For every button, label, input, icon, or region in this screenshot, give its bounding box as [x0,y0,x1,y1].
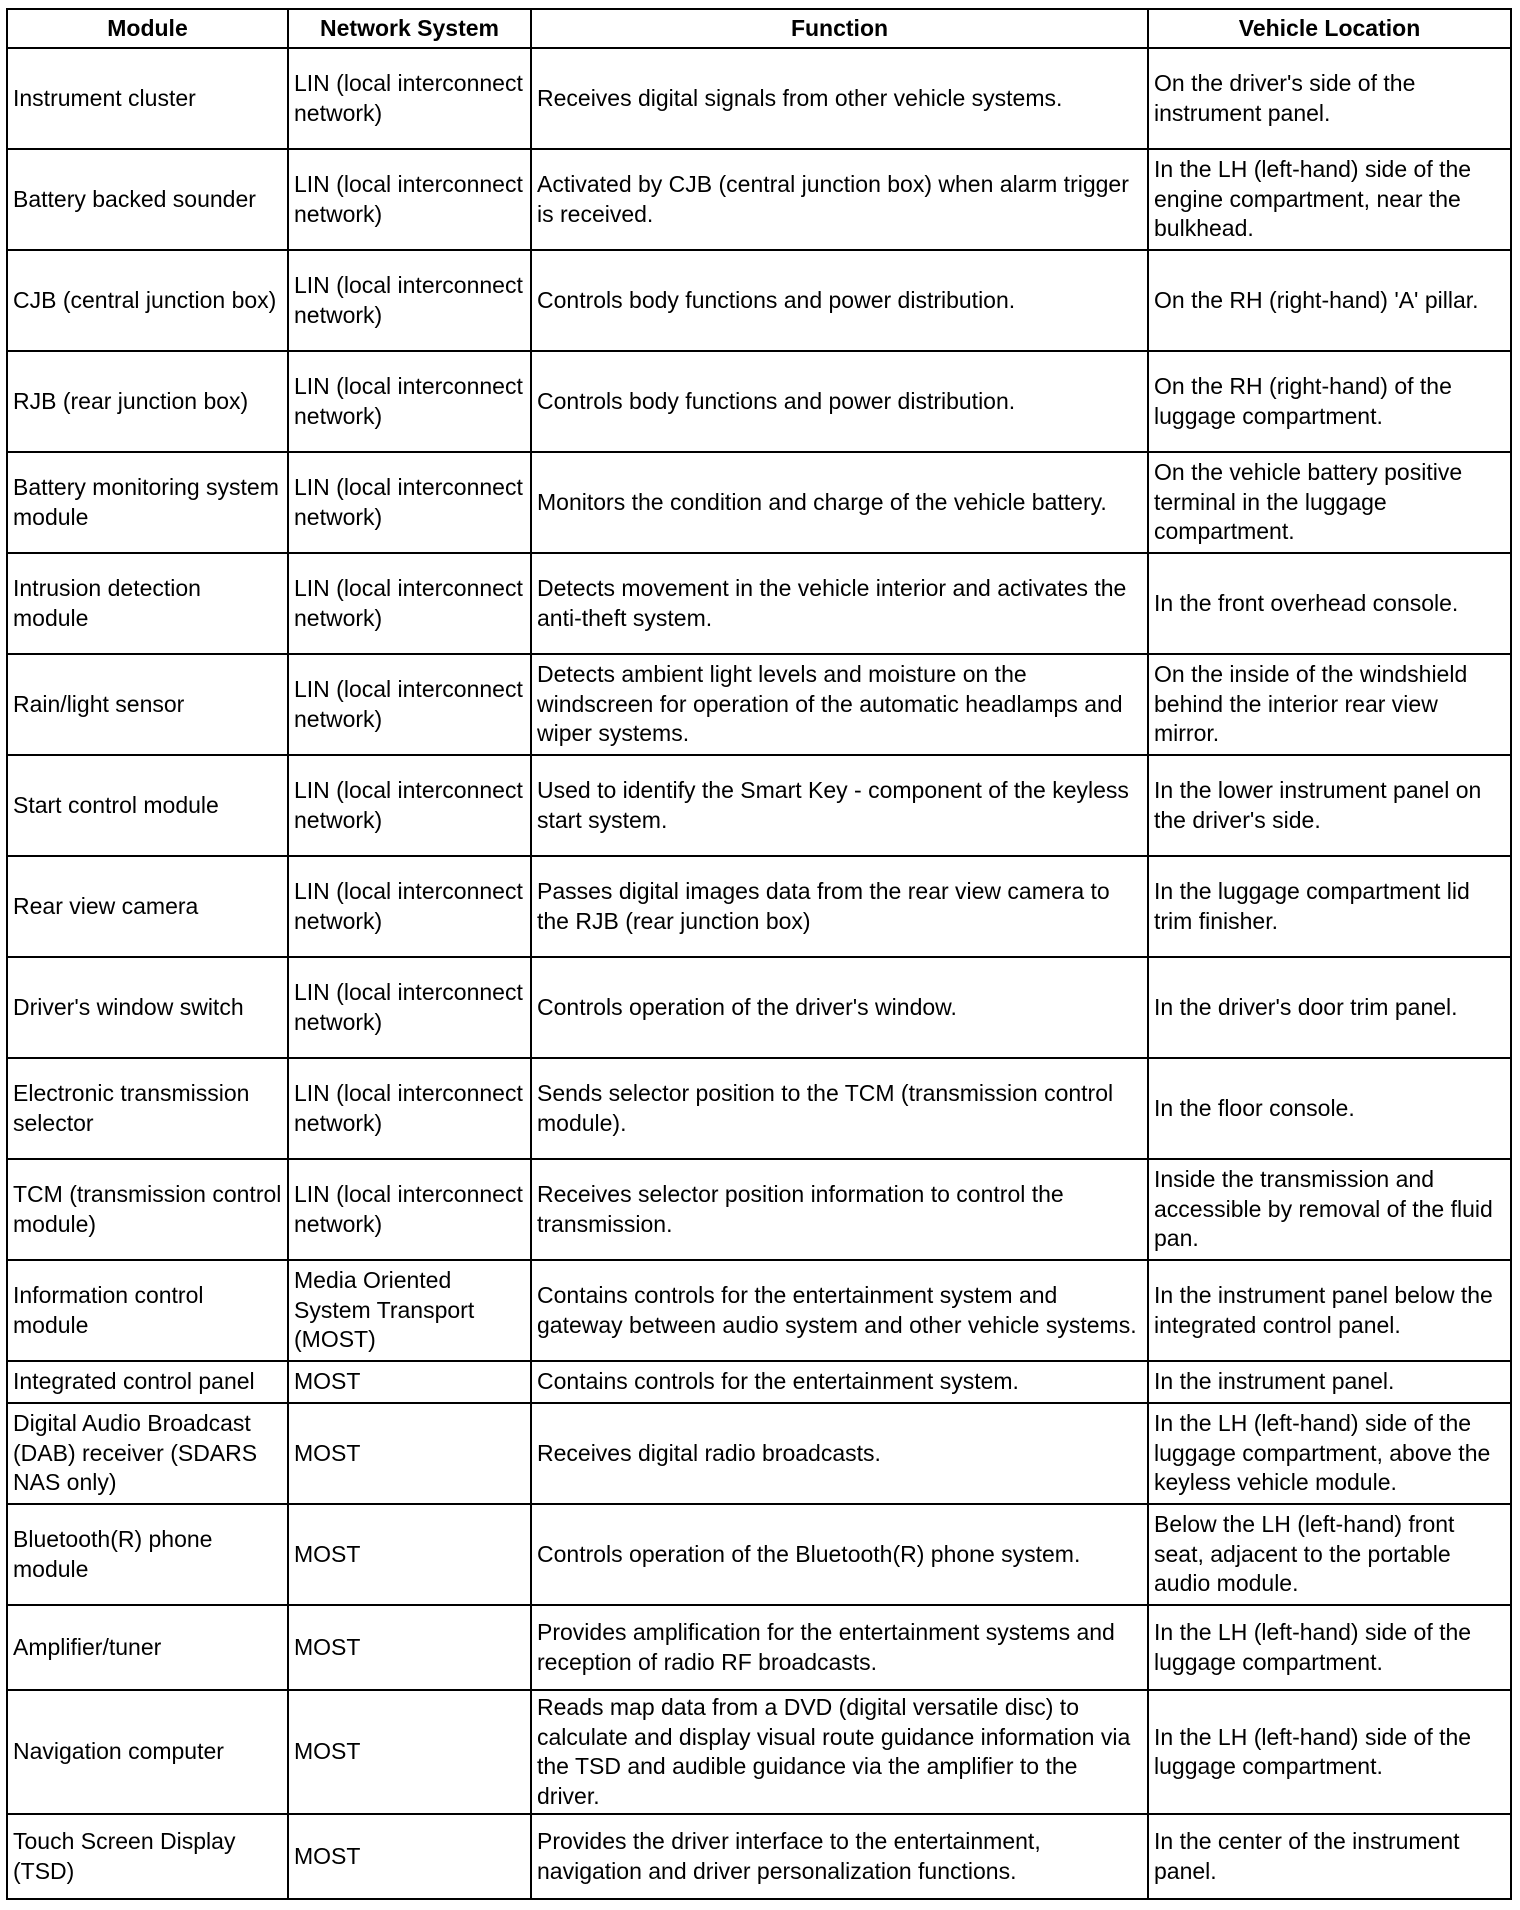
module-table [6,8,1512,1900]
cell-function: Provides amplification for the entertainment systems and reception of radio RF broadcasts. [531,1605,1148,1690]
cell-vehicle-location: In the luggage compartment lid trim finisher. [1148,856,1511,957]
cell-function: Receives selector position information to control the transmission. [531,1159,1148,1260]
table-row [7,1403,1511,1504]
cell-network-system: LIN (local interconnect network) [288,351,531,452]
cell-module: Amplifier/tuner [7,1605,288,1690]
cell-vehicle-location: In the LH (left-hand) side of the luggage compartment, above the keyless vehicle module. [1148,1403,1511,1504]
cell-module: TCM (transmission control module) [7,1159,288,1260]
cell-vehicle-location: Inside the transmission and accessible by removal of the fluid pan. [1148,1159,1511,1260]
cell-module: Rear view camera [7,856,288,957]
cell-function: Sends selector position to the TCM (transmission control module). [531,1058,1148,1159]
cell-network-system: LIN (local interconnect network) [288,957,531,1058]
cell-vehicle-location: In the LH (left-hand) side of the luggage compartment. [1148,1605,1511,1690]
cell-module: Start control module [7,755,288,856]
cell-module: Electronic transmission selector [7,1058,288,1159]
cell-module: Bluetooth(R) phone module [7,1504,288,1605]
cell-function: Controls body functions and power distribution. [531,250,1148,351]
cell-function: Detects movement in the vehicle interior and activates the anti-theft system. [531,553,1148,654]
cell-module: Battery backed sounder [7,149,288,250]
cell-vehicle-location: In the center of the instrument panel. [1148,1814,1511,1899]
cell-vehicle-location: In the lower instrument panel on the driver's side. [1148,755,1511,856]
table-row [7,1361,1511,1403]
cell-network-system: LIN (local interconnect network) [288,1058,531,1159]
header-module: Module [7,9,288,48]
cell-module: CJB (central junction box) [7,250,288,351]
header-function: Function [531,9,1148,48]
table-row [7,1260,1511,1361]
cell-network-system: LIN (local interconnect network) [288,452,531,553]
cell-module: Information control module [7,1260,288,1361]
cell-network-system: MOST [288,1814,531,1899]
table-row [7,1605,1511,1690]
cell-function: Activated by CJB (central junction box) when alarm trigger is received. [531,149,1148,250]
cell-vehicle-location: On the inside of the windshield behind the interior rear view mirror. [1148,654,1511,755]
cell-function: Controls body functions and power distribution. [531,351,1148,452]
table-row [7,48,1511,149]
cell-network-system: LIN (local interconnect network) [288,1159,531,1260]
cell-module: Driver's window switch [7,957,288,1058]
cell-vehicle-location: On the RH (right-hand) of the luggage compartment. [1148,351,1511,452]
table-row [7,553,1511,654]
cell-network-system: LIN (local interconnect network) [288,856,531,957]
cell-function: Contains controls for the entertainment system and gateway between audio system and other vehicle systems. [531,1260,1148,1361]
table-header-row [7,9,1511,48]
cell-vehicle-location: In the driver's door trim panel. [1148,957,1511,1058]
cell-network-system: LIN (local interconnect network) [288,250,531,351]
cell-vehicle-location: On the vehicle battery positive terminal in the luggage compartment. [1148,452,1511,553]
cell-module: Instrument cluster [7,48,288,149]
cell-vehicle-location: On the RH (right-hand) 'A' pillar. [1148,250,1511,351]
cell-network-system: LIN (local interconnect network) [288,654,531,755]
table-row [7,250,1511,351]
cell-module: RJB (rear junction box) [7,351,288,452]
table-row [7,1504,1511,1605]
cell-vehicle-location: In the instrument panel below the integrated control panel. [1148,1260,1511,1361]
cell-vehicle-location: In the front overhead console. [1148,553,1511,654]
cell-module: Battery monitoring system module [7,452,288,553]
cell-vehicle-location: Below the LH (left-hand) front seat, adjacent to the portable audio module. [1148,1504,1511,1605]
cell-vehicle-location: On the driver's side of the instrument panel. [1148,48,1511,149]
cell-vehicle-location: In the floor console. [1148,1058,1511,1159]
cell-function: Controls operation of the Bluetooth(R) phone system. [531,1504,1148,1605]
table-row [7,149,1511,250]
table-row [7,351,1511,452]
cell-network-system: LIN (local interconnect network) [288,149,531,250]
header-vehicle-location: Vehicle Location [1148,9,1511,48]
cell-network-system: LIN (local interconnect network) [288,553,531,654]
cell-function: Controls operation of the driver's window. [531,957,1148,1058]
table-row [7,1814,1511,1899]
header-network-system: Network System [288,9,531,48]
cell-module: Digital Audio Broadcast (DAB) receiver (SDARS NAS only) [7,1403,288,1504]
cell-vehicle-location: In the LH (left-hand) side of the engine compartment, near the bulkhead. [1148,149,1511,250]
cell-network-system: LIN (local interconnect network) [288,755,531,856]
cell-function: Monitors the condition and charge of the vehicle battery. [531,452,1148,553]
cell-network-system: MOST [288,1690,531,1814]
table-row [7,856,1511,957]
cell-module: Rain/light sensor [7,654,288,755]
cell-function: Reads map data from a DVD (digital versatile disc) to calculate and display visual route guidance information via the TSD and audible guidance via the amplifier to the driver. [531,1690,1148,1814]
cell-module: Integrated control panel [7,1361,288,1403]
cell-network-system: Media Oriented System Transport (MOST) [288,1260,531,1361]
cell-vehicle-location: In the LH (left-hand) side of the luggage compartment. [1148,1690,1511,1814]
cell-vehicle-location: In the instrument panel. [1148,1361,1511,1403]
table-body [7,48,1511,1899]
cell-module: Touch Screen Display (TSD) [7,1814,288,1899]
table-row [7,452,1511,553]
cell-function: Provides the driver interface to the entertainment, navigation and driver personalization functions. [531,1814,1148,1899]
cell-network-system: MOST [288,1504,531,1605]
cell-module: Intrusion detection module [7,553,288,654]
cell-function: Receives digital signals from other vehicle systems. [531,48,1148,149]
table-row [7,1690,1511,1814]
table-row [7,1159,1511,1260]
cell-function: Detects ambient light levels and moisture on the windscreen for operation of the automatic headlamps and wiper systems. [531,654,1148,755]
cell-function: Receives digital radio broadcasts. [531,1403,1148,1504]
table-row [7,755,1511,856]
cell-network-system: MOST [288,1605,531,1690]
cell-module: Navigation computer [7,1690,288,1814]
table-row [7,1058,1511,1159]
cell-function: Passes digital images data from the rear view camera to the RJB (rear junction box) [531,856,1148,957]
cell-function: Contains controls for the entertainment system. [531,1361,1148,1403]
cell-function: Used to identify the Smart Key - component of the keyless start system. [531,755,1148,856]
table-row [7,957,1511,1058]
table-row [7,654,1511,755]
cell-network-system: MOST [288,1403,531,1504]
cell-network-system: LIN (local interconnect network) [288,48,531,149]
cell-network-system: MOST [288,1361,531,1403]
